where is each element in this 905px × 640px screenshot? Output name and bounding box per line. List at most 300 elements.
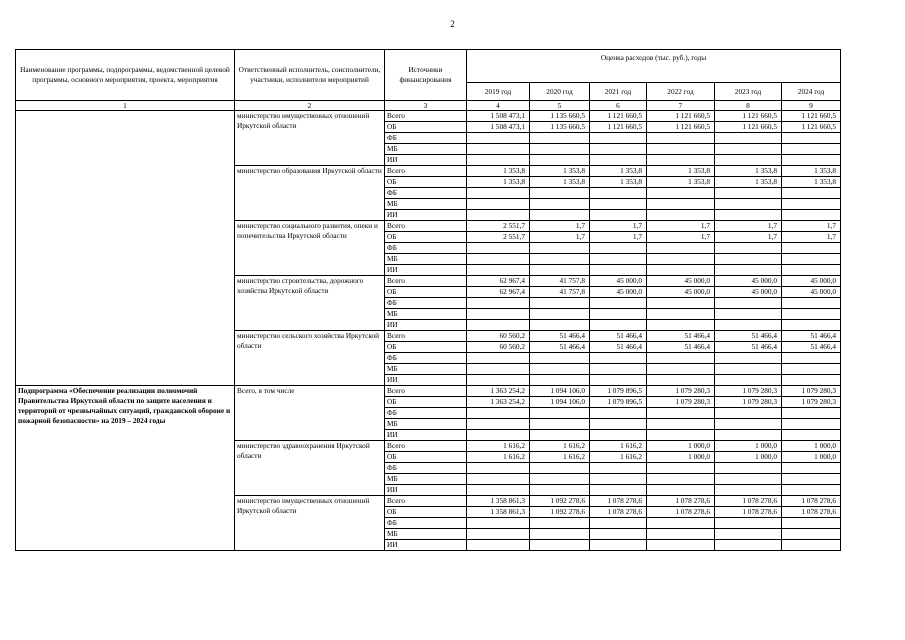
expense-value <box>782 419 841 430</box>
expense-value <box>467 353 530 364</box>
expense-value <box>782 254 841 265</box>
expense-value: 51 466,4 <box>715 331 782 342</box>
expense-value <box>590 243 647 254</box>
column-number: 9 <box>782 101 841 111</box>
expense-value: 1 079 896,5 <box>590 386 647 397</box>
expense-value: 1 078 278,6 <box>647 507 715 518</box>
expense-value: 51 466,4 <box>590 342 647 353</box>
expense-value <box>715 540 782 551</box>
column-number: 4 <box>467 101 530 111</box>
expense-value: 1 092 278,6 <box>530 507 590 518</box>
funding-source: МБ <box>385 364 467 375</box>
expense-value: 1 353,8 <box>782 166 841 177</box>
expense-value <box>647 485 715 496</box>
expense-value <box>647 155 715 166</box>
expense-value <box>715 463 782 474</box>
expense-value: 1 616,2 <box>467 441 530 452</box>
header-row <box>16 50 841 83</box>
funding-source: ИИ <box>385 265 467 276</box>
header-program: Наименование программы, подпрограммы, ведомственной целевой программы, основного мероприятия, проекта, мероприятия <box>16 50 235 101</box>
expense-value <box>530 540 590 551</box>
expense-value <box>782 529 841 540</box>
expense-value: 1 000,0 <box>715 441 782 452</box>
expense-value <box>782 518 841 529</box>
expense-value <box>782 243 841 254</box>
expense-value: 1,7 <box>715 221 782 232</box>
expense-value <box>530 419 590 430</box>
expense-value <box>467 485 530 496</box>
expense-value <box>590 463 647 474</box>
expense-value <box>647 210 715 221</box>
expense-value <box>782 474 841 485</box>
expense-value: 45 000,0 <box>590 276 647 287</box>
expense-value: 1 078 278,6 <box>782 507 841 518</box>
funding-source: МБ <box>385 309 467 320</box>
expense-value <box>467 540 530 551</box>
expense-value: 45 000,0 <box>715 287 782 298</box>
expense-value: 45 000,0 <box>782 276 841 287</box>
expense-value: 45 000,0 <box>782 287 841 298</box>
expense-value <box>782 375 841 386</box>
expense-value: 1 121 660,5 <box>647 111 715 122</box>
expense-value: 1 000,0 <box>647 452 715 463</box>
executor-name: министерство строительства, дорожного хозяйства Иркутской области <box>235 276 385 331</box>
expense-value: 41 757,8 <box>530 287 590 298</box>
expense-value <box>715 375 782 386</box>
expense-value: 1 616,2 <box>590 452 647 463</box>
expense-value <box>530 364 590 375</box>
expense-value <box>590 353 647 364</box>
expense-value: 60 560,2 <box>467 331 530 342</box>
expense-value <box>782 540 841 551</box>
expense-value: 1,7 <box>590 221 647 232</box>
expense-value <box>647 188 715 199</box>
expense-value <box>782 309 841 320</box>
expense-value: 1 078 278,6 <box>590 507 647 518</box>
funding-source: ИИ <box>385 320 467 331</box>
expense-value: 1 363 254,2 <box>467 397 530 408</box>
expense-value <box>590 540 647 551</box>
expense-value <box>647 199 715 210</box>
expense-value <box>530 353 590 364</box>
expense-value: 1 078 278,6 <box>782 496 841 507</box>
expense-value: 51 466,4 <box>782 331 841 342</box>
column-number: 8 <box>715 101 782 111</box>
funding-source: ФБ <box>385 133 467 144</box>
funding-source: МБ <box>385 474 467 485</box>
expense-value: 62 967,4 <box>467 276 530 287</box>
executor-name: министерство здравоохранения Иркутской области <box>235 441 385 496</box>
header-source: Источники финансирования <box>385 50 467 101</box>
expense-value <box>467 298 530 309</box>
expense-value <box>590 298 647 309</box>
expense-value: 1 353,8 <box>530 166 590 177</box>
expense-value: 60 560,2 <box>467 342 530 353</box>
expense-value: 1 353,8 <box>647 166 715 177</box>
expense-value: 1,7 <box>590 232 647 243</box>
expense-value: 1 079 280,3 <box>647 386 715 397</box>
executor-name: Всего, в том числе <box>235 386 385 441</box>
expense-value <box>782 155 841 166</box>
funding-source: ФБ <box>385 243 467 254</box>
funding-source: ОБ <box>385 507 467 518</box>
header-year: 2020 год <box>530 83 590 101</box>
expense-value <box>467 518 530 529</box>
expense-value <box>647 474 715 485</box>
funding-source: Всего <box>385 166 467 177</box>
column-number: 2 <box>235 101 385 111</box>
expense-value: 51 466,4 <box>647 331 715 342</box>
expense-value <box>530 155 590 166</box>
funding-source: ФБ <box>385 188 467 199</box>
expense-value: 1 121 660,5 <box>782 111 841 122</box>
expense-value <box>782 430 841 441</box>
expense-value <box>647 265 715 276</box>
expense-value: 51 466,4 <box>530 342 590 353</box>
expense-value <box>530 375 590 386</box>
expense-value: 62 967,4 <box>467 287 530 298</box>
expense-value <box>647 133 715 144</box>
funding-source: МБ <box>385 254 467 265</box>
expense-value <box>715 474 782 485</box>
expense-value: 1 508 473,1 <box>467 111 530 122</box>
expense-value <box>647 298 715 309</box>
expense-value <box>647 419 715 430</box>
expense-value: 1 000,0 <box>647 441 715 452</box>
expense-value <box>715 419 782 430</box>
expense-value: 1 353,8 <box>530 177 590 188</box>
expense-value: 1 000,0 <box>782 452 841 463</box>
expense-value: 1 121 660,5 <box>590 122 647 133</box>
expense-value: 45 000,0 <box>647 287 715 298</box>
expense-value <box>530 243 590 254</box>
funding-source: ФБ <box>385 408 467 419</box>
expense-value <box>590 375 647 386</box>
expense-value: 1 353,8 <box>590 166 647 177</box>
funding-source: МБ <box>385 419 467 430</box>
expense-value <box>590 188 647 199</box>
header-year: 2024 год <box>782 83 841 101</box>
expense-value <box>782 298 841 309</box>
funding-source: ОБ <box>385 287 467 298</box>
expense-value <box>590 210 647 221</box>
expense-value: 1,7 <box>782 232 841 243</box>
funding-source: ФБ <box>385 518 467 529</box>
expense-value <box>715 210 782 221</box>
expense-value <box>715 353 782 364</box>
expense-value <box>590 364 647 375</box>
expense-value <box>530 529 590 540</box>
expense-value <box>467 254 530 265</box>
expense-value: 2 551,7 <box>467 221 530 232</box>
expense-value <box>467 474 530 485</box>
column-number: 7 <box>647 101 715 111</box>
funding-source: ИИ <box>385 210 467 221</box>
expense-value: 1 079 280,3 <box>647 397 715 408</box>
expense-value <box>647 353 715 364</box>
funding-source: ИИ <box>385 430 467 441</box>
expense-value: 41 757,8 <box>530 276 590 287</box>
expense-value <box>530 463 590 474</box>
expense-value <box>467 133 530 144</box>
expense-value: 45 000,0 <box>715 276 782 287</box>
program-name-cell <box>16 111 235 386</box>
funding-source: Всего <box>385 111 467 122</box>
expense-value: 1 616,2 <box>467 452 530 463</box>
expense-value <box>715 364 782 375</box>
expense-value: 1 121 660,5 <box>590 111 647 122</box>
expense-value <box>715 188 782 199</box>
expense-value <box>715 254 782 265</box>
expense-value <box>715 133 782 144</box>
funding-source: ИИ <box>385 540 467 551</box>
expense-value: 45 000,0 <box>590 287 647 298</box>
expense-value: 1 616,2 <box>530 452 590 463</box>
column-number: 3 <box>385 101 467 111</box>
expense-value <box>782 408 841 419</box>
expense-value <box>590 254 647 265</box>
funding-source: ИИ <box>385 485 467 496</box>
expense-value <box>647 430 715 441</box>
expense-value: 1 135 660,5 <box>530 122 590 133</box>
expense-value <box>467 364 530 375</box>
header-year: 2021 год <box>590 83 647 101</box>
expense-value <box>467 430 530 441</box>
expense-value <box>715 144 782 155</box>
expense-table <box>15 49 841 551</box>
expense-value <box>647 364 715 375</box>
expense-value: 1 079 280,3 <box>782 397 841 408</box>
expense-value <box>530 408 590 419</box>
expense-value <box>590 133 647 144</box>
expense-value <box>467 529 530 540</box>
expense-value <box>530 188 590 199</box>
expense-value <box>715 155 782 166</box>
expense-value <box>782 353 841 364</box>
expense-value <box>647 540 715 551</box>
expense-value <box>467 210 530 221</box>
expense-value <box>647 463 715 474</box>
funding-source: ОБ <box>385 342 467 353</box>
table-row <box>16 386 841 397</box>
expense-value: 1 092 278,6 <box>530 496 590 507</box>
expense-value <box>647 408 715 419</box>
expense-value <box>530 133 590 144</box>
expense-value: 1 094 106,0 <box>530 397 590 408</box>
expense-value <box>782 320 841 331</box>
expense-value: 1 078 278,6 <box>590 496 647 507</box>
funding-source: ИИ <box>385 375 467 386</box>
expense-value <box>530 309 590 320</box>
funding-source: ФБ <box>385 298 467 309</box>
expense-value: 1 616,2 <box>530 441 590 452</box>
expense-value: 1 353,8 <box>590 177 647 188</box>
expense-value <box>647 320 715 331</box>
expense-value <box>590 518 647 529</box>
expense-value: 1 079 280,3 <box>715 397 782 408</box>
expense-value <box>530 430 590 441</box>
expense-value <box>647 254 715 265</box>
expense-value: 1 079 280,3 <box>782 386 841 397</box>
expense-value <box>782 199 841 210</box>
page-number: 2 <box>450 19 455 29</box>
expense-value: 1,7 <box>715 232 782 243</box>
expense-value: 1 000,0 <box>782 441 841 452</box>
expense-value <box>590 408 647 419</box>
expense-value <box>530 518 590 529</box>
expense-value: 1 363 254,2 <box>467 386 530 397</box>
funding-source: Всего <box>385 221 467 232</box>
funding-source: ОБ <box>385 452 467 463</box>
expense-value <box>590 419 647 430</box>
expense-value <box>715 320 782 331</box>
expense-value <box>782 463 841 474</box>
expense-value <box>467 408 530 419</box>
expense-value: 1,7 <box>530 232 590 243</box>
expense-value <box>782 188 841 199</box>
expense-value <box>647 309 715 320</box>
expense-value: 51 466,4 <box>715 342 782 353</box>
executor-name: министерство образования Иркутской области <box>235 166 385 221</box>
header-executor: Ответственный исполнитель, соисполнители, участники, исполнители мероприятий <box>235 50 385 101</box>
expense-value <box>590 265 647 276</box>
funding-source: Всего <box>385 441 467 452</box>
expense-value <box>467 265 530 276</box>
expense-value: 1 358 861,3 <box>467 507 530 518</box>
expense-value <box>590 309 647 320</box>
expense-value <box>715 518 782 529</box>
executor-name: министерство сельского хозяйства Иркутской области <box>235 331 385 386</box>
program-name: Подпрограмма «Обеспечение реализации полномочий Правительства Иркутской области по защите населения и территорий от чрезвычайных ситуаций, гражданской обороне и пожарной безопасности» на 2019 – 2024 годы <box>18 386 231 425</box>
expense-value: 1 094 106,0 <box>530 386 590 397</box>
expense-value <box>530 144 590 155</box>
funding-source: ОБ <box>385 397 467 408</box>
funding-source: ОБ <box>385 232 467 243</box>
funding-source: МБ <box>385 144 467 155</box>
column-number: 6 <box>590 101 647 111</box>
funding-source: ОБ <box>385 122 467 133</box>
expense-value <box>715 265 782 276</box>
expense-value: 1 353,8 <box>647 177 715 188</box>
expense-value: 1 353,8 <box>715 166 782 177</box>
expense-value: 1 121 660,5 <box>782 122 841 133</box>
funding-source: Всего <box>385 331 467 342</box>
expense-value: 1,7 <box>782 221 841 232</box>
expense-value <box>590 320 647 331</box>
expense-value <box>467 419 530 430</box>
expense-value <box>590 199 647 210</box>
expense-value: 1 078 278,6 <box>647 496 715 507</box>
expense-value <box>467 188 530 199</box>
expense-value: 1 121 660,5 <box>715 122 782 133</box>
expense-value <box>715 199 782 210</box>
expense-value <box>530 485 590 496</box>
expense-value <box>590 529 647 540</box>
expense-value <box>782 485 841 496</box>
table-body <box>16 111 841 551</box>
executor-name: министерство социального развития, опеки и попечительства Иркутской области <box>235 221 385 276</box>
expense-value <box>467 155 530 166</box>
column-number: 1 <box>16 101 235 111</box>
expense-value: 1 078 278,6 <box>715 496 782 507</box>
expense-value: 1 079 896,5 <box>590 397 647 408</box>
expense-value <box>530 265 590 276</box>
funding-source: МБ <box>385 199 467 210</box>
funding-source: МБ <box>385 529 467 540</box>
funding-source: ОБ <box>385 177 467 188</box>
expense-value: 1 079 280,3 <box>715 386 782 397</box>
expense-value <box>782 364 841 375</box>
expense-value <box>467 243 530 254</box>
expense-value: 1 078 278,6 <box>715 507 782 518</box>
expense-value <box>590 430 647 441</box>
funding-source: Всего <box>385 386 467 397</box>
expense-value <box>590 485 647 496</box>
expense-value <box>782 265 841 276</box>
expense-value <box>467 144 530 155</box>
expense-value <box>715 529 782 540</box>
expense-value: 1 353,8 <box>467 177 530 188</box>
expense-value <box>782 133 841 144</box>
header-year: 2023 год <box>715 83 782 101</box>
table-row <box>16 111 841 122</box>
expense-value: 1 353,8 <box>782 177 841 188</box>
expense-value: 1 135 660,5 <box>530 111 590 122</box>
expense-value <box>467 309 530 320</box>
expense-value: 1 121 660,5 <box>647 122 715 133</box>
expense-value: 51 466,4 <box>590 331 647 342</box>
expense-value: 1,7 <box>647 221 715 232</box>
expense-value: 1 353,8 <box>715 177 782 188</box>
expense-value: 51 466,4 <box>647 342 715 353</box>
expense-value <box>715 309 782 320</box>
expense-value: 45 000,0 <box>647 276 715 287</box>
funding-source: Всего <box>385 276 467 287</box>
expense-value <box>590 474 647 485</box>
expense-value <box>530 298 590 309</box>
expense-value <box>530 199 590 210</box>
expense-value <box>715 243 782 254</box>
expense-value <box>715 298 782 309</box>
expense-value <box>590 155 647 166</box>
expense-value <box>647 243 715 254</box>
expense-value <box>467 375 530 386</box>
expense-value: 51 466,4 <box>530 331 590 342</box>
expense-value <box>530 210 590 221</box>
expense-value <box>715 408 782 419</box>
expense-value <box>590 144 647 155</box>
column-number: 5 <box>530 101 590 111</box>
funding-source: ФБ <box>385 353 467 364</box>
expense-value <box>715 430 782 441</box>
expense-value <box>782 144 841 155</box>
expense-value <box>530 254 590 265</box>
header-year: 2019 год <box>467 83 530 101</box>
expense-value: 1 353,8 <box>467 166 530 177</box>
expense-value <box>467 199 530 210</box>
expense-value <box>647 529 715 540</box>
executor-name: министерство имущественных отношений Иркутской области <box>235 496 385 551</box>
header-year: 2022 год <box>647 83 715 101</box>
expense-value: 1,7 <box>530 221 590 232</box>
expense-value: 51 466,4 <box>782 342 841 353</box>
expense-value <box>782 210 841 221</box>
expense-value: 1 121 660,5 <box>715 111 782 122</box>
executor-name: министерство имущественных отношений Иркутской области <box>235 111 385 166</box>
expense-value: 1,7 <box>647 232 715 243</box>
expense-value: 1 616,2 <box>590 441 647 452</box>
funding-source: ФБ <box>385 463 467 474</box>
